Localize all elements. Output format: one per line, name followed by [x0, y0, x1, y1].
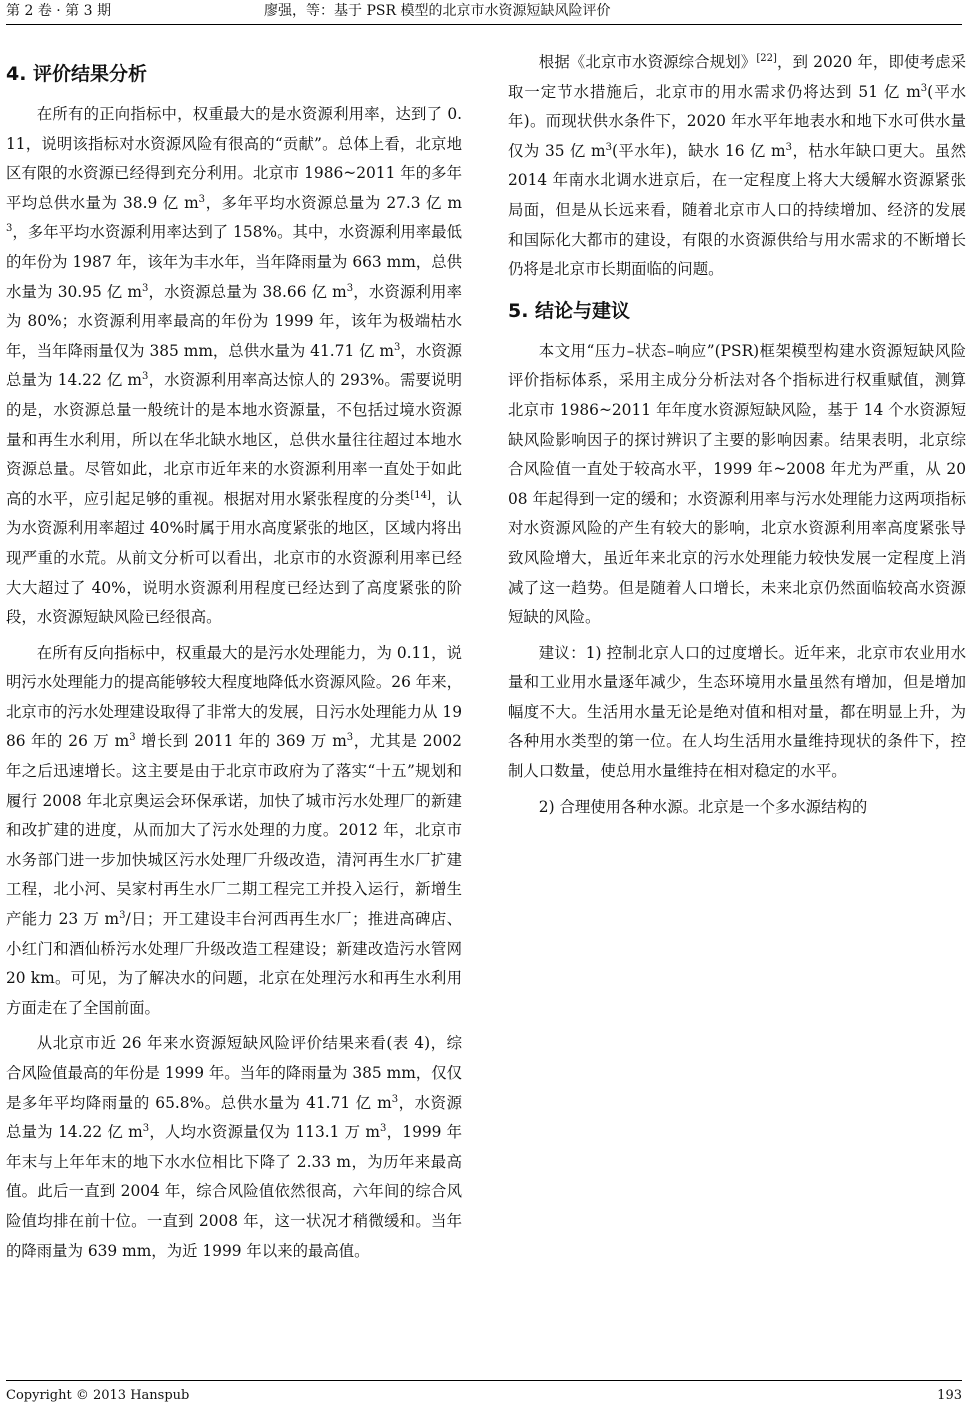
section-5-paragraph-3: 2) 合理使用各种水源。北京是一个多水源结构的 [538, 797, 868, 816]
journal-issue: 第 2 卷 · 第 3 期 [6, 3, 111, 19]
right-column [508, 48, 966, 1348]
section-5-heading: 5. 结论与建议 [508, 299, 631, 322]
left-column [6, 48, 462, 1348]
citation-14: [14] [410, 489, 431, 501]
section-5-paragraph-2: 建议：1) 控制北京人口的过度增长。近年来，北京市农业用水量和工业用水量逐年减少，生态环境用水量虽然有增加，但是增加幅度不大。生活用水量无论是绝对值和相对量，都在明显上升，为各种用水类型的第一位。在人均生活用水量维持现状的条件下，控制人口数量，使总用水量维持在相对稳定的水平。 [508, 643, 966, 781]
page-header [6, 0, 962, 25]
running-title: 廖强，等：基于 PSR 模型的北京市水资源短缺风险评价 [264, 3, 611, 19]
page-footer [6, 1380, 962, 1409]
copyright-notice: Copyright © 2013 Hanspub [6, 1388, 190, 1403]
section-4-paragraph-4: 根据《北京市水资源综合规划》[22]，到 2020 年，即使考虑采取一定节水措施后，北京市的用水需求仍将达到 51 亿 $m^3$(平水年)。而现状供水条件下，2020 年水平年地表水和地下水可供水量仅为 35 亿 $m^3$(平水年)，缺水 16 亿 $m^3$，枯水年缺口更大。虽然 2014 年南水北调水进京后，在一定程度上将大大缓解水资源紧张局面，但是从长远来看，随着北京市人口的持续增加、经济的发展和国际化大都市的建设，有限的水资源供给与用水需求的不断增长仍将是北京市长期面临的问题。 [508, 52, 966, 279]
citation-22: [22] [756, 52, 777, 64]
section-4-heading: 4. 评价结果分析 [6, 63, 148, 85]
section-4-paragraph-2: 在所有反向指标中，权重最大的是污水处理能力，为 0.11，说明污水处理能力的提高能够较大程度地降低水资源风险。26 年来，北京市的污水处理建设取得了非常大的发展，日污水处理能力从 1986 年的 26 万 $m^3$ 增长到 2011 年的 369 万 $m^3$，尤其是 2002 年之后迅速增长。这主要是由于北京市政府为了落实“十五”规划和履行 2008 年北京奥运会环保承诺，加快了城市污水处理厂的新建和改扩建的进度，从而加大了污水处理的力度。2012 年，北京市水务部门进一步加快城区污水处理厂升级改造，清河再生水厂扩建工程，北小河、吴家村再生水厂二期工程完工并投入运行，新增生产能力 23 万 $m^3/$日；开工建设丰台河西再生水厂；推进高碑店、小红门和酒仙桥污水处理厂升级改造工程建设；新建改造污水管网 20 km。可见，为了解决水的问题，北京在处理污水和再生水利用方面走在了全国前面。 [6, 643, 462, 1017]
section-5-paragraph-1: 本文用“压力–状态–响应”(PSR)框架模型构建水资源短缺风险评价指标体系，采用主成分分析法对各个指标进行权重赋值，测算北京市 1986~2011 年年度水资源短缺风险，基于 14 个水资源短缺风险影响因子的探讨辨识了主要的影响因素。结果表明，北京综合风险值一直处于较高水平，1999 年~2008 年尤为严重，从 2008 年起得到一定的缓和；水资源利用率与污水处理能力这两项指标对水资源风险的产生有较大的影响，北京水资源利用率高度紧张导致风险增大，虽近年来北京的污水处理能力较快发展一定程度上消减了这一趋势。但是随着人口增长，未来北京仍然面临较高水资源短缺的风险。 [508, 341, 966, 627]
page-number: 193 [937, 1388, 962, 1403]
section-4-paragraph-1: 在所有的正向指标中，权重最大的是水资源利用率，达到了 0.11，说明该指标对水资源风险有很高的“贡献”。总体上看，北京地区有限的水资源已经得到充分利用。北京市 1986~2011 年的多年平均总供水量为 38.9 亿 $m^3$，多年平均水资源总量为 27.3 亿 $m^3$，多年平均水资源利用率达到了 158%。其中，水资源利用率最低的年份为 1987 年，该年为丰水年，当年降雨量为 663 mm，总供水量为 30.95 亿 $m^3$，水资源总量为 38.66 亿 $m^3$，水资源利用率为 80%；水资源利用率最高的年份为 1999 年，该年为极端枯水年，当年降雨量仅为 385 mm，总供水量为 41.71 亿 $m^3$，水资源总量为 14.22 亿 $m^3$，水资源利用率高达惊人的 293%。需要说明的是，水资源总量一般统计的是本地水资源量，不包括过境水资源量和再生水利用，所以在华北缺水地区，总供水量往往超过本地水资源总量。尽管如此，北京市近年来的水资源利用率一直处于如此高的水平，应引起足够的重视。根据对用水紧张程度的分类[14]，认为水资源利用率超过 40%时属于用水高度紧张的地区，区域内将出现严重的水荒。从前文分析可以看出，北京市的水资源利用率已经大大超过了 40%，说明水资源利用程度已经达到了高度紧张的阶段，水资源短缺风险已经很高。 [6, 105, 462, 627]
section-4-paragraph-3-start: 从北京市近 26 年来水资源短缺风险评价结果来看(表 4)，综合风险值最高的年份是 1999 年。当年的降雨量为 385 mm，仅仅是多年平均降雨量的 65.8%。总供水量为 41.71 亿 $m^3$，水资源总量为 14.22 亿 $m^3$，人均水资源量仅为 113.1 万 $m^3$，1999 年年末与上年年末的地下水水位相比下降了 2.33 m，为历年来最高值。此后一直到 2004 年，综合风险值依然很高，六年间的综合风险值均排在前十位。一直到 2008 年，这一状况才稍微缓和。当年的降雨量为 639 mm，为近 1999 年以来的最高值。 [6, 1034, 462, 1260]
